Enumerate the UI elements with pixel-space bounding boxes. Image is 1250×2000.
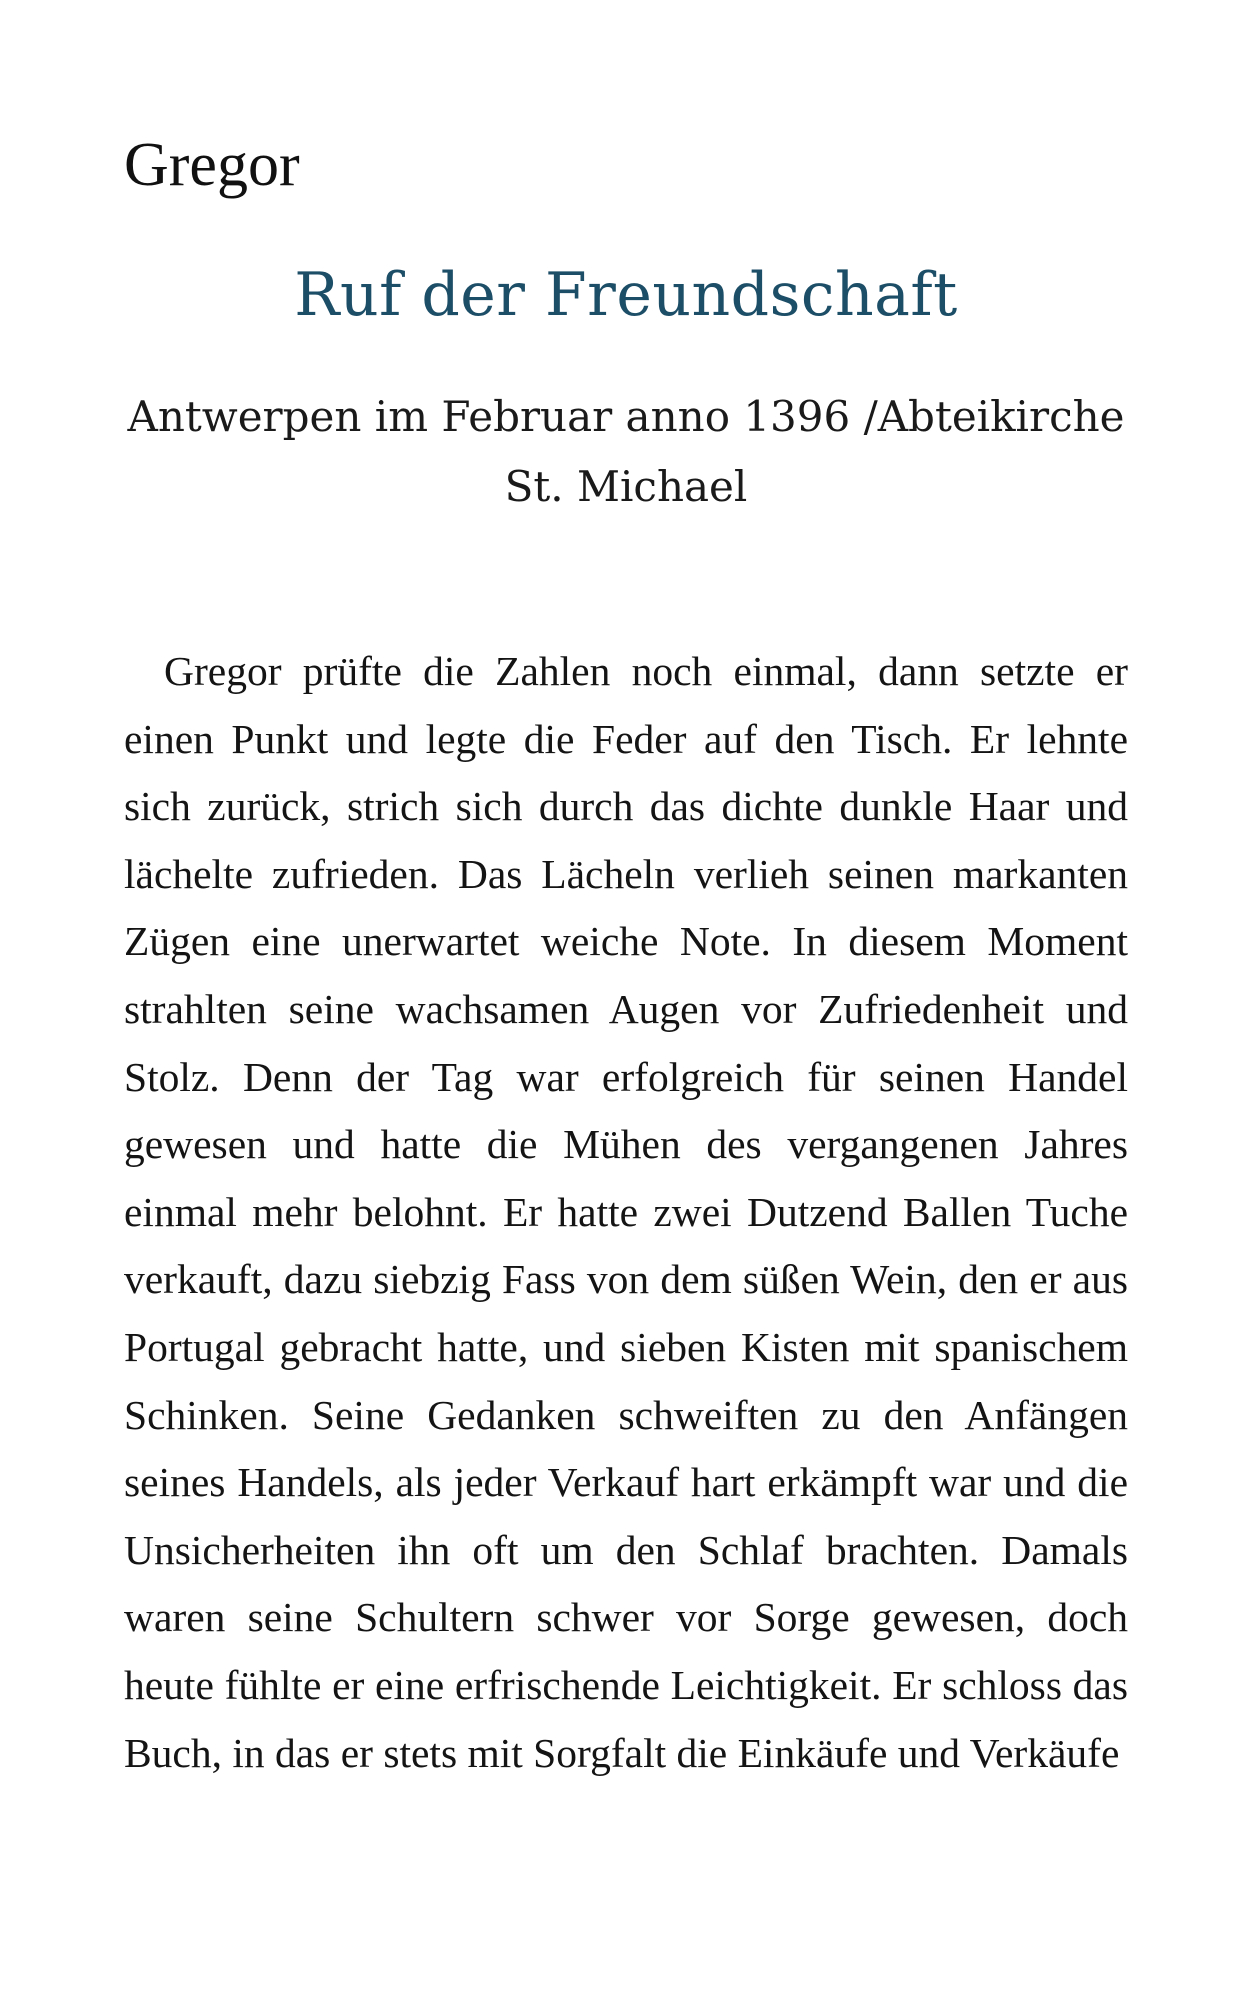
body-paragraph: Gregor prüfte die Zahlen noch einmal, dann setzte er einen Punkt und legte die Feder auf den Tisch. Er lehnte sich zurück, strich sich durch das dichte dunkle Haar und lächelte zufrieden. Das Lächeln verlieh seinen markanten Zügen eine unerwartet weiche Note. In diesem Moment strahlten seine wachsamen Augen vor Zufriedenheit und Stolz. Denn der Tag war erfolgreich für seinen Handel gewesen und hatte die Mühen des vergangenen Jahres einmal mehr belohnt. Er hatte zwei Dutzend Ballen Tuche verkauft, dazu siebzig Fass von dem süßen Wein, den er aus Portugal gebracht hatte, und sieben Kisten mit spanischem Schinken. Seine Gedanken schweiften zu den Anfängen seines Handels, als jeder Verkauf hart erkämpft war und die Unsicherheiten ihn oft um den Schlaf brachten. Damals waren seine Schultern schwer vor Sorge gewesen, doch heute fühlte er eine erfrischende Leichtigkeit. Er schloss das Buch, in das er stets mit Sorgfalt die Einkäufe und Verkäufe [124, 648, 1128, 1776]
chapter-subtitle: Antwerpen im Februar anno 1396 /Abteikirche St. Michael [127, 392, 1125, 511]
running-head: Gregor [124, 131, 300, 199]
chapter-title: Ruf der Freundschaft [294, 260, 958, 330]
